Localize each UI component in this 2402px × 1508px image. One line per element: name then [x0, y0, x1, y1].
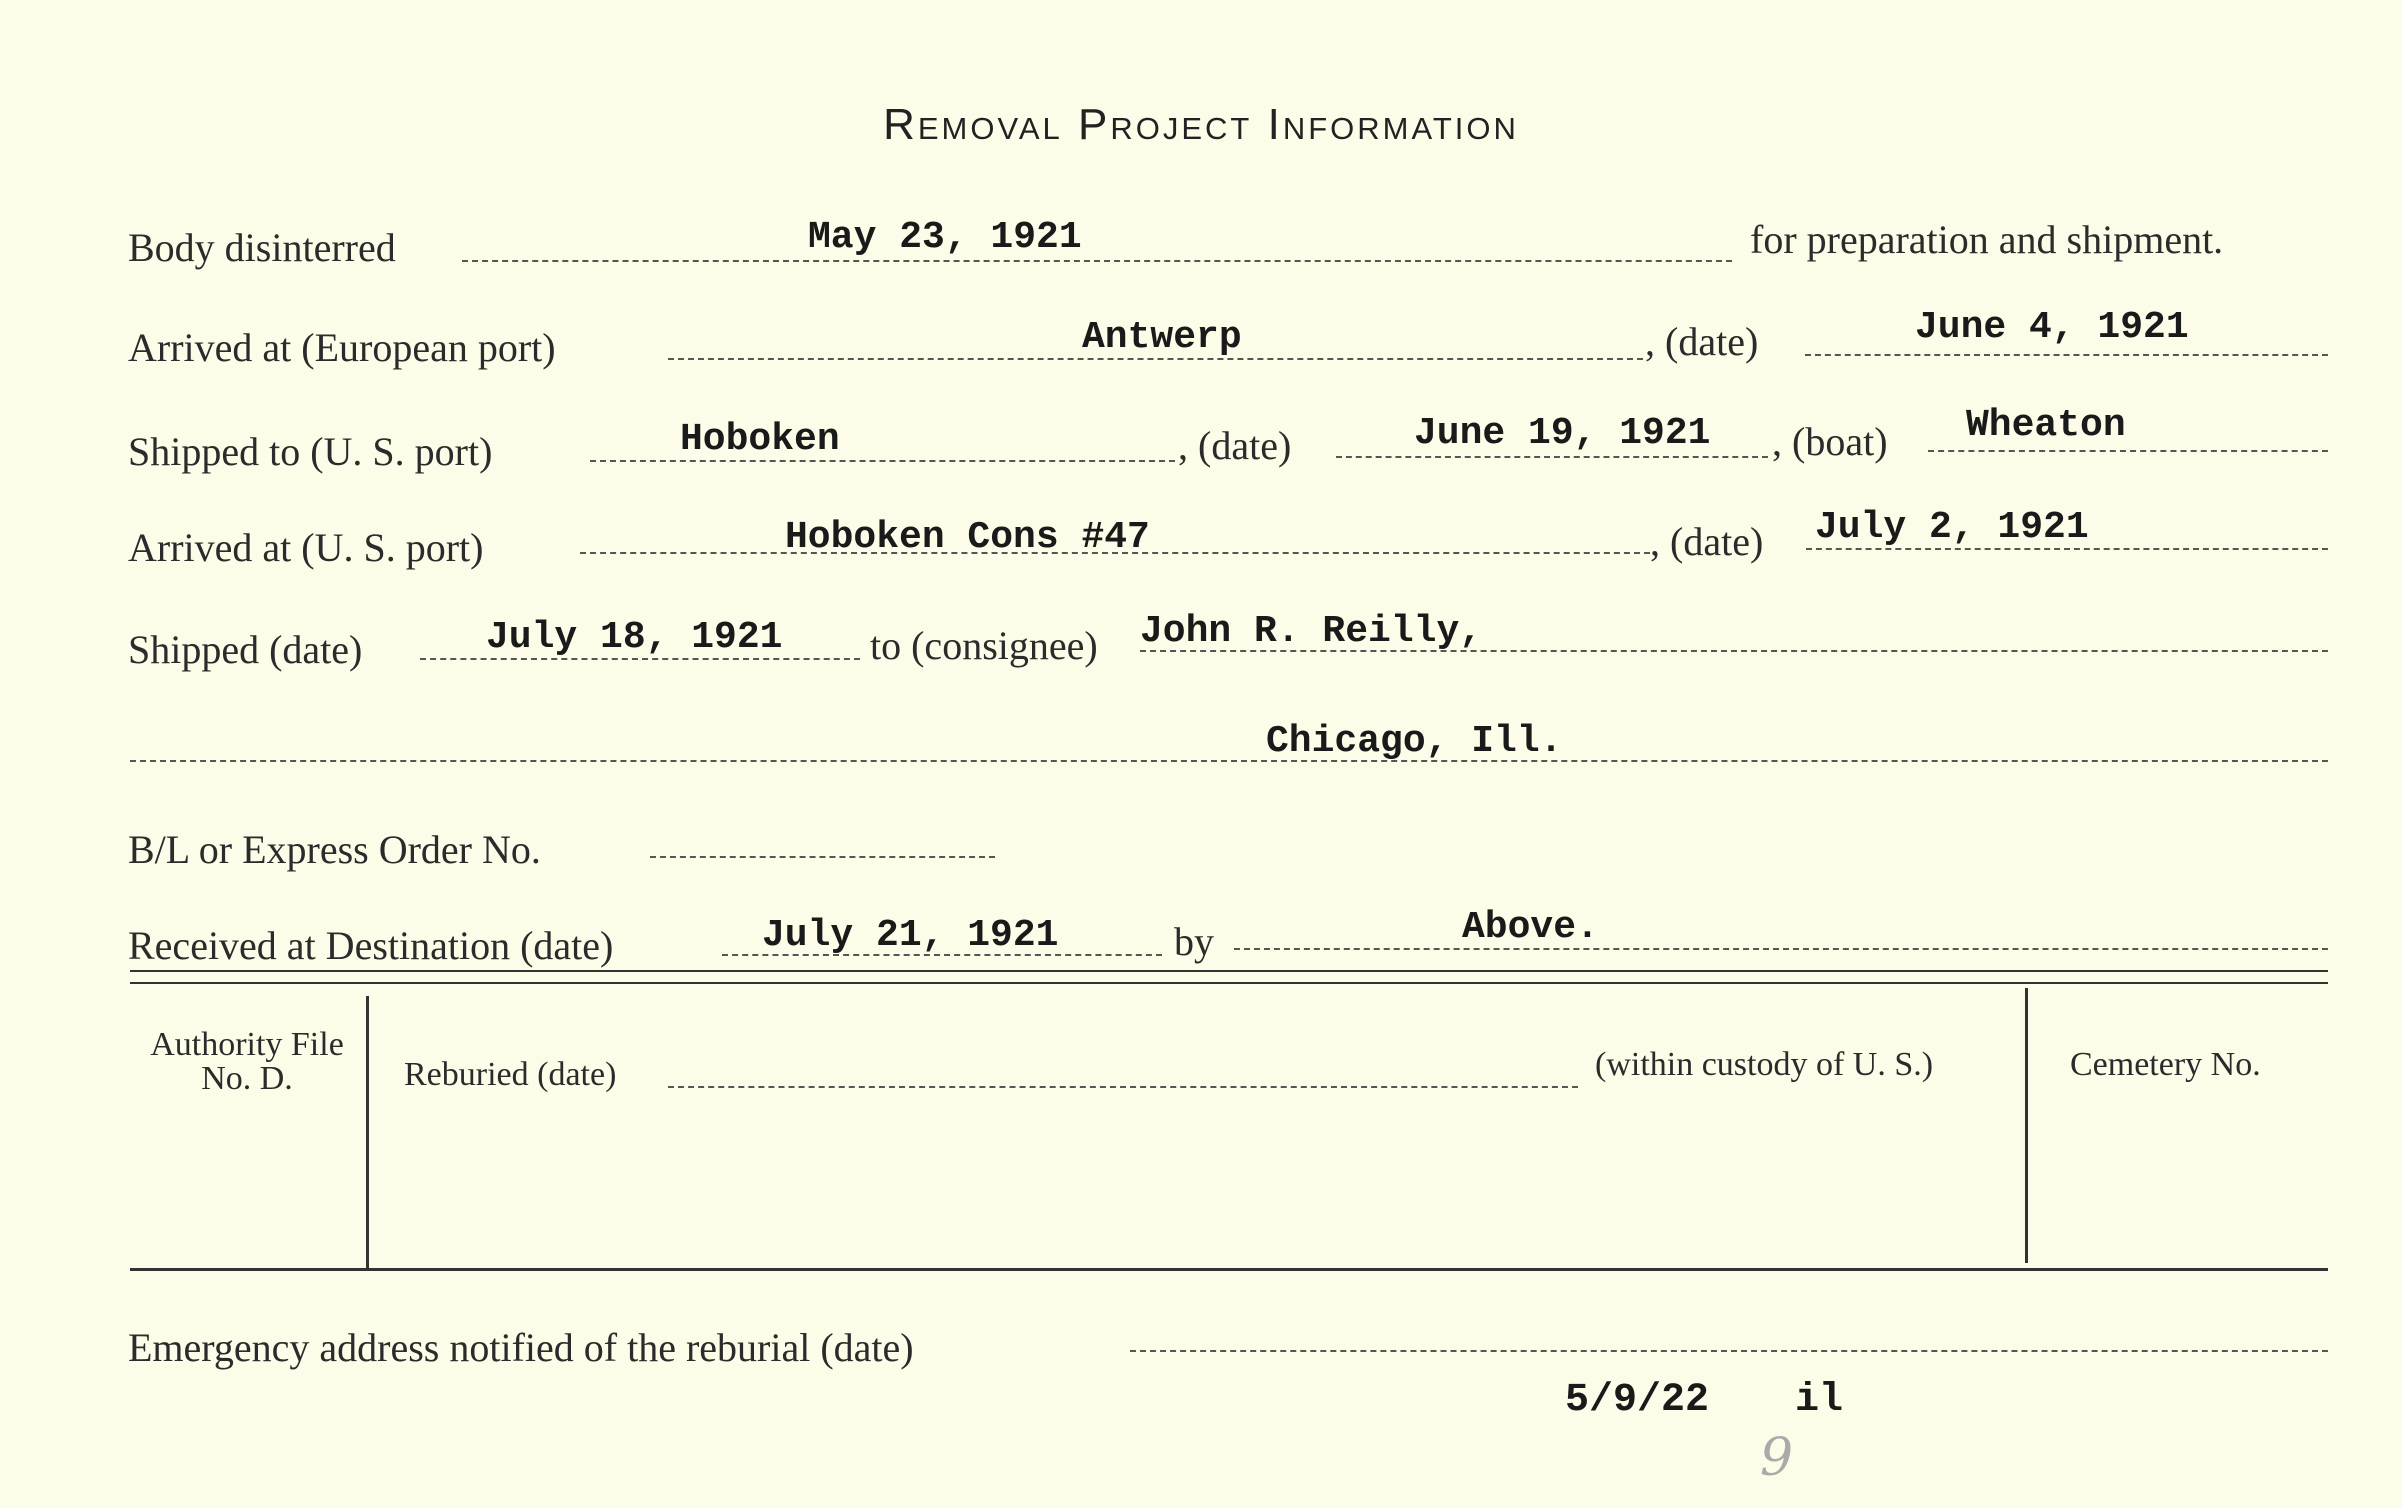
label-to-consignee: to (consignee): [870, 623, 1098, 668]
label-bl-order: B/L or Express Order No.: [128, 827, 541, 872]
line-european-date: [1805, 354, 2328, 356]
value-received-date: July 21, 1921: [762, 914, 1059, 957]
label-by: by: [1174, 919, 1214, 964]
label-date-arrived: , (date): [1650, 519, 1764, 564]
label-shipped-us-port: Shipped to (U. S. port): [128, 429, 493, 474]
value-boat: Wheaton: [1966, 404, 2126, 447]
label-arrived-european-port: Arrived at (European port): [128, 325, 556, 370]
label-boat: , (boat): [1772, 419, 1888, 464]
line-boat: [1928, 450, 2328, 452]
label-body-disinterred: Body disinterred: [128, 225, 396, 270]
value-disinterred-date: May 23, 1921: [808, 216, 1082, 259]
line-received-by: [1234, 948, 2328, 950]
label-received-destination: Received at Destination (date): [128, 923, 614, 968]
value-us-port-arrived-date: July 2, 1921: [1815, 506, 2089, 549]
label-within-custody: (within custody of U. S.): [1595, 1046, 1934, 1083]
box-divider-left: [366, 996, 369, 1271]
value-us-port-arrived: Hoboken Cons #47: [785, 516, 1150, 559]
label-authority-file: Authority File No. D.: [150, 1026, 344, 1097]
label-reburied: Reburied (date): [404, 1056, 617, 1093]
box-bottom-rule: [130, 1268, 2328, 1271]
value-consignee: John R. Reilly,: [1140, 610, 1483, 653]
line-us-port-shipped: [590, 460, 1175, 462]
value-shipped-date: July 18, 1921: [486, 616, 783, 659]
label-for-preparation: for preparation and shipment.: [1750, 217, 2224, 262]
stamp-initials: il: [1795, 1378, 1844, 1423]
line-consignee-continuation: [130, 760, 2328, 762]
stamp-date: 5/9/22: [1565, 1378, 1710, 1423]
box-top-rule-1: [130, 970, 2328, 972]
label-date-shipped: , (date): [1178, 423, 1292, 468]
label-date-eu: , (date): [1645, 319, 1759, 364]
pencil-mark: 9: [1760, 1428, 1794, 1488]
value-us-port-shipped-date: June 19, 1921: [1414, 412, 1711, 455]
label-arrived-us-port: Arrived at (U. S. port): [128, 525, 484, 570]
label-emergency-address: Emergency address notified of the reburial (date): [128, 1325, 914, 1370]
label-shipped-date: Shipped (date): [128, 627, 363, 672]
form-title: Removal Project Information: [883, 100, 1519, 149]
label-cemetery-no: Cemetery No.: [2070, 1046, 2261, 1083]
line-reburied: [668, 1086, 1578, 1088]
line-body-disinterred: [462, 260, 1732, 262]
line-emergency-date: [1130, 1350, 2328, 1352]
value-european-port-date: June 4, 1921: [1915, 306, 2189, 349]
value-european-port: Antwerp: [1082, 316, 1242, 359]
value-received-by: Above.: [1462, 906, 1599, 949]
value-consignee-city: Chicago, Ill.: [1266, 720, 1563, 763]
line-us-shipped-date: [1336, 456, 1768, 458]
value-us-port-shipped: Hoboken: [680, 418, 840, 461]
line-bl-order: [650, 856, 995, 858]
box-top-rule-2: [130, 982, 2328, 984]
box-divider-right: [2025, 988, 2028, 1263]
